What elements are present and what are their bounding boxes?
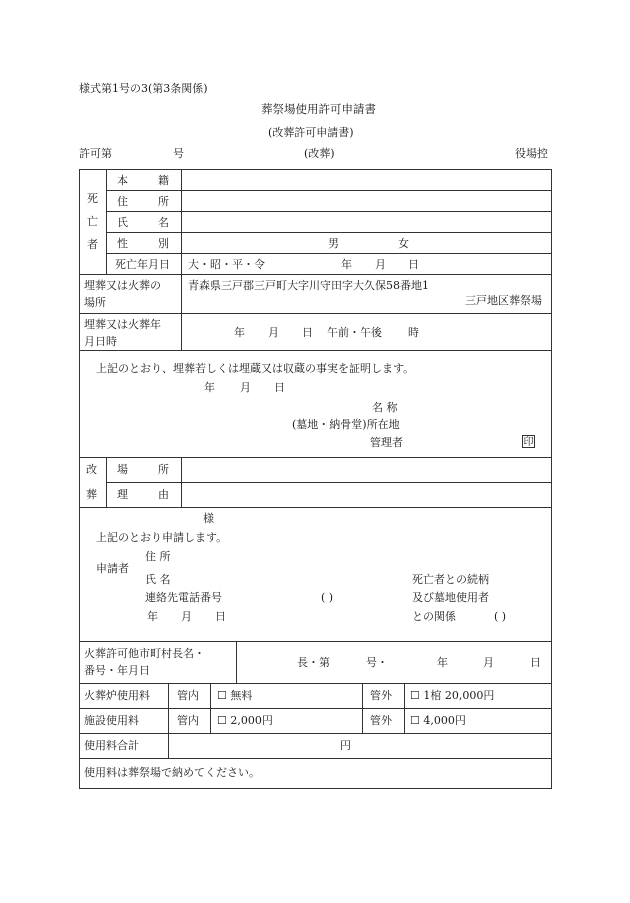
total-fee-label: 使用料合計 [84, 739, 139, 752]
applicant-label: 申請者 [96, 562, 129, 575]
chief-number-prefix: 長・第 [297, 656, 330, 669]
burial-datetime-label-line1: 埋葬又は火葬年 [84, 318, 161, 331]
cert-name-label: 名 称 [372, 401, 398, 414]
burial-day-unit: 日 [302, 326, 313, 339]
death-month-unit: 月 [375, 258, 386, 271]
burial-place-address: 青森県三戸郡三戸町大字川守田字大久保58番地1 [188, 279, 429, 292]
applicant-phone-parens[interactable]: ( ) [321, 591, 334, 604]
permit-label: 許可第 [79, 147, 112, 160]
payment-note: 使用料は葬祭場で納めてください。 [84, 766, 260, 779]
facility-outside-checkbox[interactable]: ☐ 4,000円 [410, 714, 466, 727]
cert-month-unit: 月 [240, 381, 251, 394]
om-day-unit: 日 [530, 656, 541, 669]
death-year-unit: 年 [341, 258, 352, 271]
address-label: 住所 [117, 195, 199, 208]
relation-label-line1: 死亡者との続柄 [412, 573, 489, 586]
relation-label-line2: 及び墓地使用者 [412, 591, 489, 604]
other-municipality-label-line1: 火葬許可他市町村長名・ [84, 647, 205, 660]
burial-place-label-line2: 場所 [84, 296, 106, 309]
burial-month-unit: 月 [268, 326, 279, 339]
deceased-group-label-3: 者 [87, 238, 98, 251]
form-number: 様式第1号の3(第3条関係) [79, 82, 208, 95]
name-field[interactable] [186, 217, 546, 229]
burial-year-unit: 年 [234, 326, 245, 339]
om-month-unit: 月 [483, 656, 494, 669]
kaiso-note: (改葬) [304, 147, 335, 160]
form-subtitle: (改葬許可申請書) [268, 126, 354, 139]
deceased-group-label-2: 亡 [87, 215, 98, 228]
reburial-place-label: 場所 [117, 463, 199, 476]
gender-label: 性別 [117, 237, 199, 250]
crematory-outside-label: 管外 [370, 689, 392, 702]
crematory-fee-label: 火葬炉使用料 [84, 689, 150, 702]
cert-location-label: (墓地・納骨堂)所在地 [292, 418, 400, 431]
applicant-address-label: 住 所 [145, 550, 171, 563]
applicant-phone-label: 連絡先電話番号 [145, 591, 222, 604]
reburial-place-field[interactable] [186, 464, 546, 476]
seal-mark: 印 [523, 437, 534, 448]
addressee-suffix: 様 [203, 512, 214, 525]
facility-inside-checkbox[interactable]: ☐ 2,000円 [217, 714, 273, 727]
gender-female-option[interactable]: 女 [398, 237, 409, 250]
number-suffix: 号・ [366, 656, 388, 669]
crematory-inside-checkbox[interactable]: ☐ 無料 [217, 689, 253, 702]
total-fee-unit: 円 [340, 739, 351, 752]
deceased-group-label-1: 死 [87, 192, 98, 205]
facility-outside-label: 管外 [370, 714, 392, 727]
permit-number-suffix: 号 [173, 147, 184, 160]
burial-place-facility: 三戸地区葬祭場 [465, 294, 542, 307]
honseki-field[interactable] [186, 175, 546, 187]
reburial-reason-label: 理由 [117, 488, 199, 501]
honseki-label: 本籍 [117, 174, 199, 187]
office-copy-label: 役場控 [515, 147, 548, 160]
death-day-unit: 日 [408, 258, 419, 271]
address-field[interactable] [186, 196, 546, 208]
om-year-unit: 年 [437, 656, 448, 669]
death-date-label: 死亡年月日 [115, 258, 170, 271]
name-label: 氏名 [117, 216, 199, 229]
applicant-name-label: 氏 名 [145, 573, 171, 586]
crematory-outside-checkbox[interactable]: ☐ 1棺 20,000円 [410, 689, 495, 702]
other-municipality-label-line2: 番号・年月日 [84, 664, 150, 677]
crematory-inside-label: 管内 [177, 689, 199, 702]
relation-label-line3: との関係 [412, 610, 456, 623]
reburial-group-label-2: 葬 [86, 488, 97, 501]
cert-year-unit: 年 [204, 381, 215, 394]
form-title: 葬祭場使用許可申請書 [261, 102, 376, 116]
burial-ampm-options[interactable]: 午前・午後 [327, 326, 382, 339]
reburial-reason-field[interactable] [186, 489, 546, 501]
facility-inside-label: 管内 [177, 714, 199, 727]
certification-statement: 上記のとおり、埋葬若しくは埋蔵又は収蔵の事実を証明します。 [96, 362, 415, 375]
reburial-group-label-1: 改 [86, 463, 97, 476]
relation-parens[interactable]: ( ) [494, 610, 507, 623]
application-statement: 上記のとおり申請します。 [96, 531, 228, 544]
cert-day-unit: 日 [274, 381, 285, 394]
gender-male-option[interactable]: 男 [328, 237, 339, 250]
facility-fee-label: 施設使用料 [84, 714, 139, 727]
burial-place-label-line1: 埋葬又は火葬の [84, 279, 161, 292]
application-day-unit: 日 [215, 610, 226, 623]
burial-hour-unit: 時 [408, 326, 419, 339]
application-year-unit: 年 [147, 610, 158, 623]
cert-manager-label: 管理者 [370, 436, 403, 449]
application-month-unit: 月 [181, 610, 192, 623]
burial-datetime-label-line2: 月日時 [84, 335, 117, 348]
era-options[interactable]: 大・昭・平・令 [188, 258, 265, 271]
